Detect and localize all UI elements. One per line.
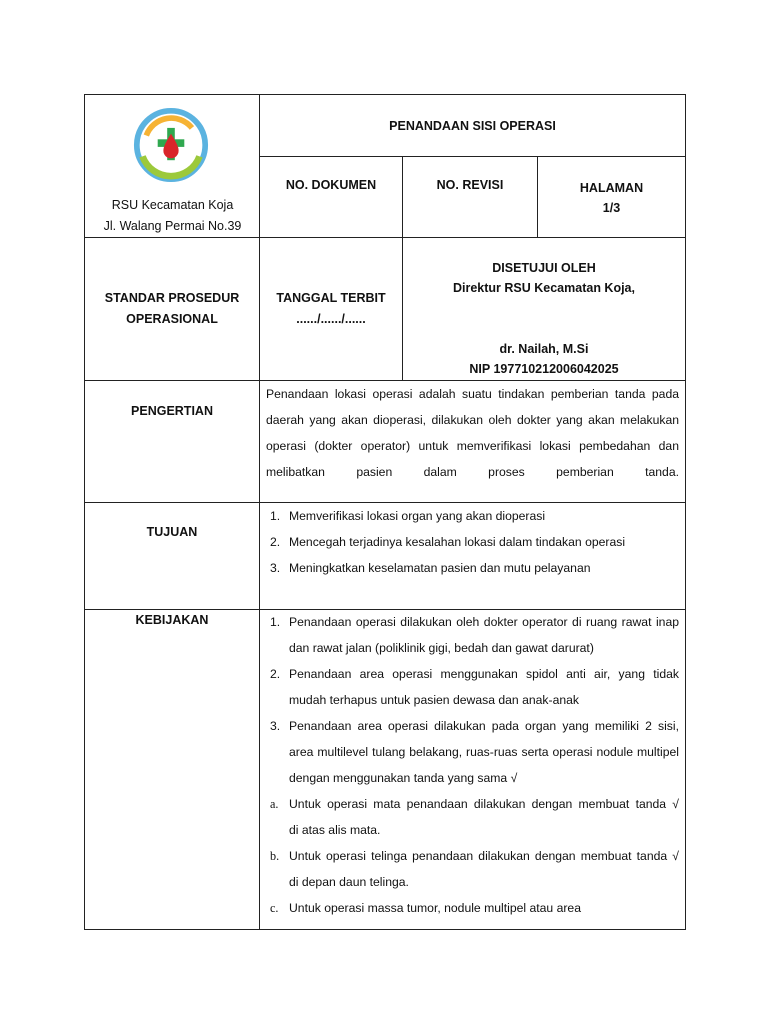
tujuan-label-cell [84, 502, 260, 610]
hospital-address: Jl. Walang Permai No.39 [103, 219, 242, 233]
halaman-label: HALAMAN [579, 181, 644, 195]
no-dokumen-label: NO. DOKUMEN [285, 178, 377, 192]
hospital-logo-icon [133, 107, 209, 183]
kebijakan-item: 2. Penandaan area operasi menggunakan spidol anti air, yang tidak mudah terhapus untuk pasien dewasa dan anak-anak [270, 667, 679, 707]
kebijakan-list [266, 609, 679, 921]
tujuan-item: 1. Memverifikasi lokasi organ yang akan dioperasi [270, 509, 546, 523]
pengertian-line: daerah yang akan dioperasi, dilakukan oleh dokter yang akan melakukan [266, 413, 679, 427]
sop-document [84, 94, 686, 930]
no-revisi-cell [402, 156, 538, 238]
pengertian-label: PENGERTIAN [131, 404, 213, 418]
tanggal-terbit-value: ....../....../...... [296, 312, 366, 326]
tanggal-terbit-cell [259, 237, 403, 381]
tujuan-list [266, 503, 679, 581]
tujuan-item: 3. Meningkatkan keselamatan pasien dan mutu pelayanan [270, 561, 591, 575]
sop-title-line1: STANDAR PROSEDUR [104, 291, 240, 305]
sop-cell [84, 237, 260, 381]
kebijakan-label-cell [84, 609, 260, 930]
hospital-cell [84, 94, 260, 238]
halaman-value: 1/3 [602, 201, 621, 215]
kebijakan-item: 1. Penandaan operasi dilakukan oleh dokter operator di ruang rawat inap dan rawat jalan (poliklinik gigi, bedah dan gawat darurat) [270, 615, 679, 655]
tanggal-terbit-label: TANGGAL TERBIT [276, 291, 386, 305]
approver-nip: NIP 197710212006042025 [469, 362, 619, 376]
document-title [259, 94, 686, 157]
approval-label: DISETUJUI OLEH [492, 261, 596, 275]
pengertian-label-cell [84, 380, 260, 503]
kebijakan-item: c. Untuk operasi massa tumor, nodule multipel atau area [270, 901, 581, 915]
pengertian-line: melibatkan pasien dalam proses pemberian tanda. [266, 465, 679, 479]
halaman-cell [537, 156, 686, 238]
pengertian-line: Penandaan lokasi operasi adalah suatu tindakan pemberian tanda pada [266, 387, 679, 401]
pengertian-content [259, 380, 686, 503]
document-title-text: PENANDAAN SISI OPERASI [389, 118, 556, 133]
approval-cell [402, 237, 686, 381]
tujuan-content [259, 502, 686, 610]
kebijakan-item: a. Untuk operasi mata penandaan dilakukan dengan membuat tanda √ di atas alis mata. [270, 797, 679, 837]
approval-role: Direktur RSU Kecamatan Koja, [452, 281, 635, 295]
sop-title-line2: OPERASIONAL [126, 312, 218, 326]
kebijakan-item: 3. Penandaan area operasi dilakukan pada organ yang memiliki 2 sisi, area multilevel tulang belakang, ruas-ruas serta operasi nodule multipel dengan menggunakan tanda yang sama √ [270, 719, 679, 785]
tujuan-item: 2. Mencegah terjadinya kesalahan lokasi dalam tindakan operasi [270, 535, 626, 549]
kebijakan-item: b. Untuk operasi telinga penandaan dilakukan dengan membuat tanda √ di depan daun telinga. [270, 849, 679, 889]
approver-name: dr. Nailah, M.Si [499, 342, 589, 356]
tujuan-label: TUJUAN [146, 525, 198, 539]
pengertian-line: operasi (dokter operator) untuk memverifikasi lokasi pembedahan dan [266, 439, 679, 453]
kebijakan-label: KEBIJAKAN [135, 613, 209, 627]
no-dokumen-cell [259, 156, 403, 238]
no-revisi-label: NO. REVISI [436, 178, 504, 192]
hospital-name: RSU Kecamatan Koja [111, 198, 234, 212]
kebijakan-content [259, 609, 686, 930]
